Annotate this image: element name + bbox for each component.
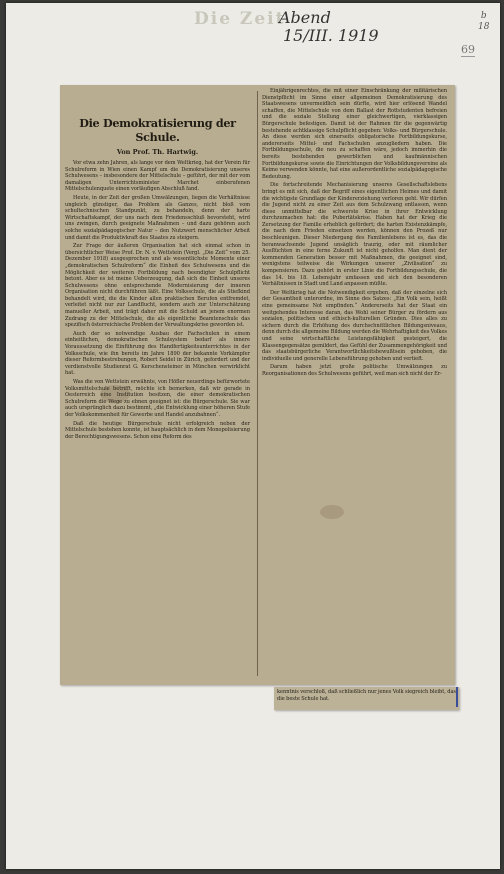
pencil-number: 69 bbox=[461, 43, 475, 56]
paragraph: Darum haben jetzt große politische Umwälzungen zu Reorganisationen des Schulwesens geführt, weil man sich nicht der Er- bbox=[262, 364, 447, 377]
article-column-right bbox=[262, 88, 447, 380]
newspaper-clipping bbox=[60, 85, 455, 685]
continuation-strip bbox=[274, 687, 459, 710]
blue-pencil-mark bbox=[456, 687, 458, 707]
article-headline: Die Demokratisierung der Schule. bbox=[79, 116, 236, 144]
paragraph: Die fortschreitende Mechanisierung unseres Gesellschaftslebens bringt es mit sich, daß der Begriff eines eigentlichen Heimes und damit die wichtigste Grundlage der Kindererziehung verloren geht. Wir dürfen die Jugend nicht zu einer Zeit aus dem Schulzwang entlassen, wenn diese unmittelbar die schwerste Krise in ihrer Entwicklung durchzumachen hat: die Pubertätskrise. Haben hat der Krieg die Zersetzung der Familie erheblich gefördert; die harten Existenzkämpfe, die nach dem Frieden einsetzen werden, können den Prozeß nur beschleunigen. Dieser Niedergang des Familienlebens ist es, das die heranwachsende Jugend unsäglich traurig, oder mit räumlicher Ausflüchten in eine ferne Zukunft ist nicht geholfen. Man dient der kommenden Generation besser mit Maßnahmen, die geeignet sind, wenigstens teilweise die Wirkungen unserer „Zivilisation“ zu kompensieren. Dazu gehört in erster Linie die Fortbildungsschule, die das 14. bis 18. Lebensjahr umfassen und sich den besonderen Verhältnissen in Stadt und Land anpassen müßte. bbox=[262, 182, 447, 288]
paragraph: Zur Frage der äußeren Organisation hat sich einmal schon in übersichtlicher Weise Prof. Dr. N. v. Wettstein (Vergl. „Die Zeit“ vom 25. Dezember 1918) ausgesprochen und als wesentlichste Momente einer „demokratischen Schulreform“ die Einheit des Schulwesens und die Möglichkeit der weiteren Fortbildung nach beendigter Schulpflicht betont. Aber es ist meine Ueberzeugung, daß sich die Einheit unseres Schulwesens ohne entsprechende Modernisierung der inneren Organisation nicht durchführen läßt. Eine Volksschule, die als Stiefkind behandelt wird, die die Kinder allen praktischen Berufen entfremdet, verleitet nicht nur zur Landflucht, sondern auch zur Unterschätzung manueller Arbeit, und trägt daher mit die Schuld an jenem enormen Zudrang zu der Mittelschule, die als eigentliche Beamtenschule das spezifisch österreichische Problem der Verwaltungskrise geworden ist. bbox=[65, 243, 250, 329]
handwritten-annotation bbox=[279, 9, 379, 45]
stain bbox=[320, 505, 344, 519]
article-byline: Von Prof. Th. Hartwig. bbox=[116, 148, 199, 156]
margin-note-top: b bbox=[480, 11, 487, 21]
paragraph: Der Weltkrieg hat die Notwendigkeit ergeben, daß der einzelne sich der Gesamtheit unterordne, im Sinne des Satzes: „Ein Volk sein, heißt eine gemeinsame Not empfinden.“ Andererseits hat der Staat ein weitgehendes Interesse daran, das Wohl seiner Bürger zu fördern aus sozialen, politischen und ethisch-kulturellen Gründen. Dies alles zu sichern durch die Erhöhung des durchschnittlichen Bildungsniveaus, denn durch die allgemeine Bildung werden die Wehrhaftigkeit des Volkes und seine wirtschaftliche Leistungsfähigkeit gesteigert, die Klassengegensätze gemildert, das Gefühl der Zusammengehörigkeit und das staatsbürgerliche Verantwortlichkeitsbewußtsein geboben, die individuelle und generelle Lebensführung gehoben und vertieft. bbox=[262, 289, 447, 362]
handwritten-source: Abend bbox=[279, 8, 331, 27]
paragraph: Auch der so notwendige Ausbau der Fachschulen in einem einheitlichen, demokratischen Schulsystem bedarf als innere Voraussetzung die Einführung des Handfertigkeitsunterrichtes in der Volksschule, wie ihn bereits im Jahre 1890 der bekannte Vorkämpfer dieser Reformbestrebungen, Robert Seidel in Zürich, gefordert und der verdienstvolle Studienrat G. Kerschensteiner in München verwirklicht hat. bbox=[65, 330, 250, 377]
margin-note bbox=[478, 11, 489, 33]
margin-note-bottom: 18 bbox=[478, 22, 490, 32]
continuation-text: kenntnis verschloß, daß schließlich nur jenes Volk siegreich bleibt, das die beste Schule hat. bbox=[277, 689, 456, 702]
masthead-stamp: Die Zeit bbox=[194, 9, 286, 29]
paragraph: Was die von Wettstein erwähnte, von Höfler neuerdings befürwortete Volksmittelschule betrifft, möchte ich bemerken, daß wir gerade in Oesterreich eine Institution besitzen, die einer demokratischen Schulreform die Wege zu ebnen geeignet ist: die Bürgerschule. Sie war auch ursprünglich dazu bestimmt, „die Entwicklung einer höheren Stufe der Volkskommenheit für Gewerbe und Handel anzubahnen“. bbox=[65, 379, 250, 418]
paragraph: Vor etwa zehn Jahren, als lange vor dem Weltkrieg, hat der Verein für Schulreform in Wien einen Kampf um die Demokratisierung unseres Schulwesens – insbesondere der Mittelschule – geführt, der mit der vom damaligen Unterrichtsminister Marchet einberufenen Mittelschulenquete einen vorläufigen Abschluß fand. bbox=[65, 160, 250, 193]
paragraph: Heute, in der Zeit der großen Umwälzungen, liegen die Verhältnisse ungleich günstiger, das Problem als Ganzes, nicht bloß vom schultechnischen Standpunkt, zu behandeln, denn der harte Wirtschaftskampf, der uns nach dem Friedensschluß bevorsteht, wird uns zwingen, durch geeignete Maßnahmen – und dazu gehören auch solche sozialpädagogischer Natur – den Nutzwert menschlicher Arbeit und damit die Produktivkraft des Staates zu steigern. bbox=[65, 194, 250, 241]
column-divider bbox=[257, 91, 258, 676]
article-column-left bbox=[65, 88, 250, 442]
handwritten-date: 15/III. 1919 bbox=[283, 26, 379, 45]
paragraph: Daß die heutige Bürgerschule nicht erfolgreich neben der Mittelschule bestehen konnte, ist hauptsächlich in dem Monopolisierung der Berechtigungswesens. Schon eine Reform des bbox=[65, 420, 250, 440]
paragraph: Einjährigenrechtes, die mit einer Einschränkung der militärischen Dienstpflicht im Sinne einer allgemeinen Demokratisierung des Staatswesens unvermeidlich sein dürfte, wird hier erlösend Wandel schaffen, die Mittelschule von dem Ballast der Rottstudenten befreien und die soziale Stellung einer gleichwertigen, vierklassigen Bürgerschule befestigen. Damit ist der Rahmen für die gegenwärtig bestehende achtklassige Schulpflicht gegeben: Volks- und Bürgerschule. An diese werden sich einerseits obligatorische Fortbildungskurse, andererseits Mittel- und Fachschulen anzugliedern haben. Die Fortbildungsschule, die neu zu schaffen wäre, jedoch immerhin die bereits bestehenden gewerblichen und kaufmännischen Fortbildungskurse sowie die Einrichtungen der Volksbildungsvereine als Keime verwenden könnte, hat eine außerordentliche sozialpädagogische Bedeutung. bbox=[262, 88, 447, 180]
